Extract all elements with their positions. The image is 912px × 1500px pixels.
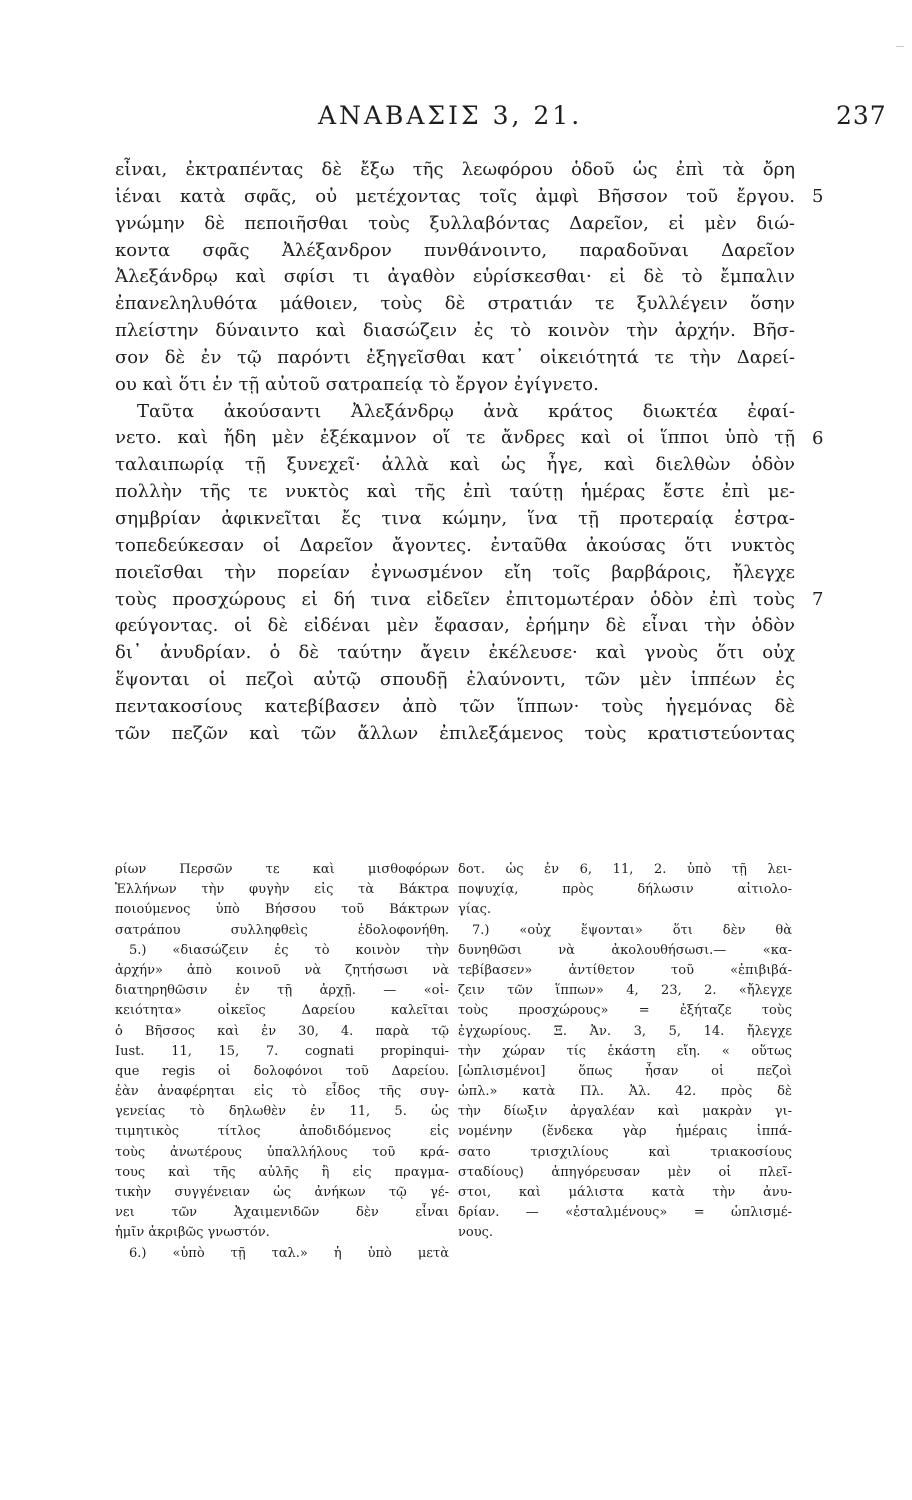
note-line: σατράπου συλληφθεὶς ἐδολοφονήθη. [115,922,449,938]
note-line: σταδίους) ἀπηγόρευσαν μὲν οἱ πλεῖ- [458,1164,792,1180]
text-line: πεντακοσίους κατεβίβασεν ἀπὸ τῶν ἵππων· τοὺς ἡγεμόνας δὲ [115,695,795,717]
text-line: νετο. καὶ ἤδη μὲν ἐξέκαμνον οἵ τε ἄνδρες καὶ οἱ ἵπποι ὑπὸ τῇ [115,427,795,449]
note-line: ὡπλ.» κατὰ Πλ. Ἀλ. 42. πρὸς δὲ [458,1084,792,1100]
text-line: τοπεδεύκεσαν οἱ Δαρεῖον ἄγοντες. ἐνταῦθα ἀκούσας ὅτι νυκτὸς [115,534,795,556]
note-line: τιμητικὸς τίτλος ἀποδιδόμενος εἰς [115,1124,449,1140]
note-line: νομένην (ἕνδεκα γὰρ ἡμέραις ἱππά- [458,1124,792,1140]
note-line: [ὡπλισμένοι] ὅπως ἦσαν οἱ πεζοὶ [458,1063,792,1079]
section-number: 7 [812,589,824,610]
notes-right-column [458,860,792,1244]
main-text-block [115,157,795,748]
text-line: ἕψονται οἱ πεζοὶ αὐτῷ σπουδῇ ἐλαύνοντι, τῶν μὲν ἱππέων ἐς [115,669,795,691]
text-line: σημβρίαν ἀφικνεῖται ἔς τινα κώμην, ἵνα τῇ προτεραίᾳ ἐστρα- [115,507,795,529]
note-line: δρίαν. — «ἐσταλμένους» = ὡπλισμέ- [458,1205,792,1221]
text-line: ταλαιπωρίᾳ τῇ ξυνεχεῖ· ἀλλὰ καὶ ὡς ἦγε, καὶ διελθὼν ὁδὸν [115,454,795,476]
text-line: φεύγοντας. οἱ δὲ εἰδέναι μὲν ἔφασαν, ἐρήμην δὲ εἶναι τὴν ὁδὸν [115,615,795,637]
note-line: τοὺς ἀνωτέρους ὑπαλλήλους τοῦ κρά- [115,1144,449,1160]
note-line: γίας. [458,902,492,918]
note-line: 5.) «διασώζειν ἐς τὸ κοινὸν τὴν [129,942,449,958]
text-line: ποιεῖσθαι τὴν πορείαν ἐγνωσμένον εἴη τοῖς βαρβάροις, ἤλεγχε [115,561,795,583]
note-line: τεβίβασεν» ἀντίθετον τοῦ «ἐπιβιβά- [458,962,792,978]
notes-left-column [115,860,449,1264]
note-line: τοὺς προσχώρους» = ἐξήταζε τοὺς [458,1003,792,1019]
text-line: τῶν πεζῶν καὶ τῶν ἄλλων ἐπιλεξάμενος τοὺς κρατιστεύοντας [115,722,795,744]
note-line: γενείας τὸ δηλωθὲν ἐν 11, 5. ὡς [115,1104,449,1120]
note-line: Ἑλλήνων τὴν φυγὴν εἰς τὰ Βάκτρα [115,882,449,898]
note-line: διατηρηθῶσιν ἐν τῇ ἀρχῇ. — «οἰ- [115,983,449,999]
note-line: δυνηθῶσι νὰ ἀκολουθήσωσι.— «κα- [458,942,792,958]
note-line: ἀρχήν» ἀπὸ κοινοῦ νὰ ζητήσωσι νὰ [115,962,449,978]
running-title: ΑΝΑΒΑΣΙΣ 3, 21. [318,101,583,130]
text-line: γνώμην δὲ πεποιῆσθαι τοὺς ξυλλαβόντας Δαρεῖον, εἰ μὲν διώ- [115,212,795,234]
note-line: τικὴν συγγένειαν ὡς ἀνήκων τῷ γέ- [115,1185,449,1200]
note-line: τὴν χώραν τίς ἑκάστη εἴη. « οὕτως [458,1043,792,1059]
text-line: κοντα σφᾶς Ἀλέξανδρον πυνθάνοιντο, παραδοῦναι Δαρεῖον [115,239,795,261]
section-number: 5 [812,186,824,207]
text-line: τοὺς προσχώρους εἰ δή τινα εἰδεῖεν ἐπιτομωτέραν ὁδὸν ἐπὶ τοὺς [115,588,795,610]
text-line: δι᾽ ἀνυδρίαν. ὁ δὲ ταύτην ἄγειν ἐκέλευσε· καὶ γνοὺς ὅτι οὐχ [115,642,795,664]
note-line: ἡμῖν ἀκριβῶς γνωστόν. [115,1225,270,1241]
note-line: 7.) «οὐχ ἕψονται» ὅτι δὲν θὰ [472,922,792,938]
note-line: νους. [458,1225,494,1241]
page-edge-mark [896,46,904,47]
note-line: 6.) «ὑπὸ τῇ ταλ.» ἡ ὑπὸ μετὰ [129,1245,449,1261]
text-line: εἶναι, ἐκτραπέντας δὲ ἔξω τῆς λεωφόρου ὁδοῦ ὡς ἐπὶ τὰ ὄρη [115,159,795,180]
text-line: ἰέναι κατὰ σφᾶς, οὐ μετέχοντας τοῖς ἀμφὶ Βῆσσον τοῦ ἔργου. [115,185,795,207]
text-line: πολλὴν τῆς τε νυκτὸς καὶ τῆς ἐπὶ ταύτῃ ἡμέρας ἔστε ἐπὶ με- [115,481,795,503]
note-line: νει τῶν Ἀχαιμενιδῶν δὲν εἶναι [115,1205,449,1221]
note-line: ρίων Περσῶν τε καὶ μισθοφόρων [115,862,449,877]
note-line: κειότητα» οἰκεῖος Δαρείου καλεῖται [115,1003,449,1019]
note-line: ποιούμενος ὑπὸ Βήσσου τοῦ Βάκτρων [115,902,449,918]
note-line: ὁ Βῆσσος καὶ ἐν 30, 4. παρὰ τῷ [115,1023,449,1039]
note-line: ποψυχίᾳ, πρὸς δήλωσιν αἰτιολο- [458,882,792,898]
text-line: ου καὶ ὅτι ἐν τῇ αὐτοῦ σατραπείᾳ τὸ ἔργον ἐγίγνετο. [115,373,599,395]
text-line: Ἀλεξάνδρῳ καὶ σφίσι τι ἀγαθὸν εὑρίσκεσθαι· εἰ δὲ τὸ ἔμπαλιν [115,266,795,288]
note-line: τους καὶ τῆς αὐλῆς ἢ εἰς πραγμα- [115,1164,449,1180]
note-line: ζειν τῶν ἵππων» 4, 23, 2. «ἤλεγχε [458,983,792,999]
note-line: σατο τρισχιλίους καὶ τριακοσίους [458,1144,792,1160]
page-number: 237 [836,101,887,130]
note-line: que regis οἱ δολοφόνοι τοῦ Δαρείου. [115,1063,449,1079]
text-line: πλείστην δύναιντο καὶ διασώζειν ἐς τὸ κοινὸν τὴν ἀρχήν. Βῆσ- [115,320,795,342]
note-line: στοι, καὶ μάλιστα κατὰ τὴν ἀνυ- [458,1185,792,1200]
section-number: 6 [812,428,824,449]
text-line: ἐπανεληλυθότα μάθοιεν, τοὺς δὲ στρατιάν τε ξυλλέγειν ὅσην [115,293,795,315]
note-line: τὴν δίωξιν ἀργαλέαν καὶ μακρὰν γι- [458,1104,792,1120]
note-line: δοτ. ὡς ἐν 6, 11, 2. ὑπὸ τῇ λει- [458,862,792,877]
note-line: ἐγχωρίους. Ξ. Ἀν. 3, 5, 14. ἤλεγχε [458,1023,792,1039]
note-line: Iust. 11, 15, 7. cognati propinqui- [115,1043,449,1059]
text-line: σον δὲ ἐν τῷ παρόντι ἐξηγεῖσθαι κατ᾽ οἰκειότητά τε τὴν Δαρεί- [115,346,795,368]
text-line: Ταῦτα ἀκούσαντι Ἀλεξάνδρῳ ἀνὰ κράτος διωκτέα ἐφαί- [137,400,795,422]
note-line: ἐὰν ἀναφέρηται εἰς τὸ εἶδος τῆς συγ- [115,1084,449,1100]
